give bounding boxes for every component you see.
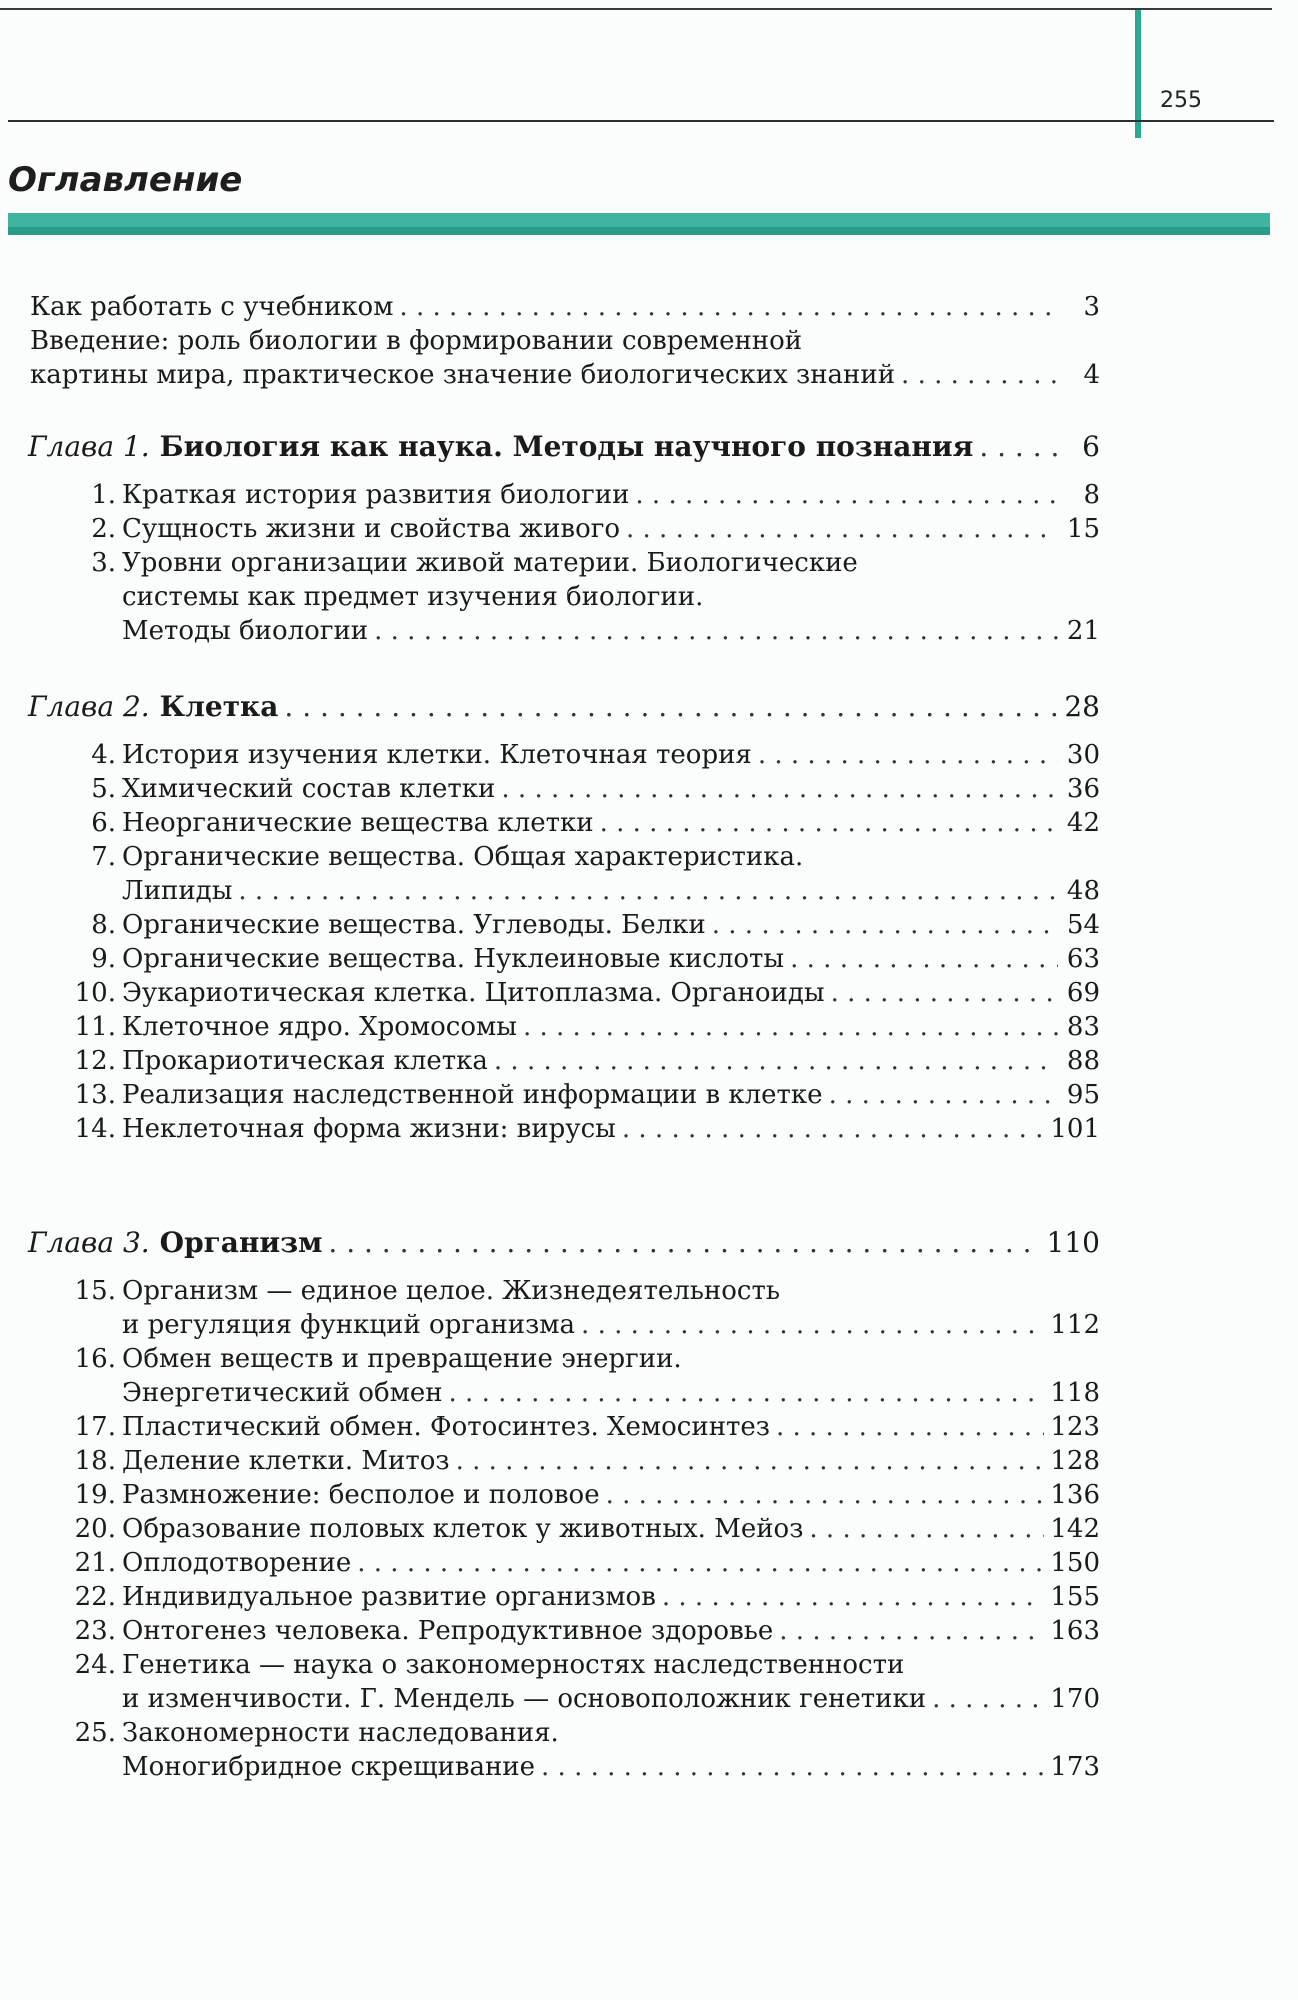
section-number: 24. [74,1650,116,1680]
dot-leader [979,430,1058,464]
dot-leader [600,806,1058,840]
section-title: Деление клетки. Митоз [122,1446,450,1476]
section-page: 142 [1050,1514,1100,1544]
dot-leader [932,1682,1044,1716]
toc-title: Оглавление [8,160,243,200]
top-rule [0,8,1272,10]
toc-section[interactable] [70,874,1100,908]
section-page: 112 [1050,1310,1100,1340]
section-page: 21 [1066,616,1100,646]
section-title: Органические вещества. Углеводы. Белки [122,910,706,940]
toc-section[interactable] [70,1410,1100,1444]
toc-section[interactable] [70,1274,1100,1308]
toc-section[interactable] [70,546,1100,580]
section-title: Образование половых клеток у животных. Мейоз [122,1514,804,1544]
section-title: Органические вещества. Нуклеиновые кислоты [122,944,785,974]
section-page: 63 [1066,944,1100,974]
section-title: Закономерности наследования. [122,1718,559,1748]
toc-section[interactable] [70,1512,1100,1546]
dot-leader [374,614,1058,648]
section-title: Краткая история развития биологии [122,480,630,510]
section-title: Размножение: бесполое и половое [122,1480,600,1510]
section-number: 16. [74,1344,116,1374]
section-title: Уровни организации живой материи. Биологические [122,548,858,578]
toc-section[interactable] [70,1112,1100,1146]
section-title: Пластический обмен. Фотосинтез. Хемосинтез [122,1412,770,1442]
chapter-title: Биология как наука. Методы научного познания [159,430,974,463]
dot-leader [581,1308,1044,1342]
toc-entry-intro[interactable] [30,358,1100,392]
toc-section[interactable] [70,942,1100,976]
toc-section[interactable] [70,1342,1100,1376]
section-number: 8. [91,910,116,940]
dot-leader [449,1376,1045,1410]
toc-section[interactable] [70,806,1100,840]
section-title: Генетика — наука о закономерностях наследственности [122,1650,905,1680]
toc-section[interactable] [70,512,1100,546]
section-title: Индивидуальное развитие организмов [122,1582,656,1612]
section-title: Реализация наследственной информации в клетке [122,1080,823,1110]
entry-text: картины мира, практическое значение биологических знаний [30,360,896,390]
section-page: 128 [1050,1446,1100,1476]
section-number: 15. [74,1276,116,1306]
section-page: 8 [1083,480,1100,510]
section-title: Клеточное ядро. Хромосомы [122,1012,517,1042]
section-number: 14. [74,1114,116,1144]
section-title: Моногибридное скрещивание [122,1752,536,1782]
section-page: 48 [1066,876,1100,906]
section-page: 42 [1066,808,1100,838]
toc-section[interactable] [70,1716,1100,1750]
dot-leader [357,1546,1044,1580]
dot-leader [829,1078,1058,1112]
section-page: 54 [1066,910,1100,940]
section-title: Прокариотическая клетка [122,1046,488,1076]
section-page: 123 [1050,1412,1100,1442]
section-title: Онтогенез человека. Репродуктивное здоровье [122,1616,774,1646]
section-title: История изучения клетки. Клеточная теория [122,740,752,770]
toc-section[interactable] [70,1376,1100,1410]
section-title: Неорганические вещества клетки [122,808,594,838]
chapter-page: 110 [1046,1226,1100,1259]
dot-leader [901,358,1058,392]
toc-entry-intro[interactable] [30,290,1100,324]
section-title: Эукариотическая клетка. Цитоплазма. Органоиды [122,978,825,1008]
toc-section[interactable] [70,908,1100,942]
dot-leader [712,908,1058,942]
toc-section[interactable] [70,738,1100,772]
section-number: 5. [91,774,116,804]
toc-section[interactable] [70,1580,1100,1614]
toc-section[interactable] [70,772,1100,806]
toc-section[interactable] [70,478,1100,512]
section-title: Энергетический обмен [122,1378,443,1408]
entry-page: 3 [1083,292,1100,322]
section-page: 69 [1066,978,1100,1008]
section-number: 19. [74,1480,116,1510]
chapter-title: Клетка [159,690,279,723]
section-title: и регуляция функций организма [122,1310,576,1340]
dot-leader [523,1010,1058,1044]
section-title: Химический состав клетки [122,774,496,804]
entry-text: Введение: роль биологии в формировании современной [30,326,803,356]
dot-leader [635,478,1058,512]
section-number: 22. [74,1582,116,1612]
section-title: системы как предмет изучения биологии. [122,582,704,612]
section-page: 36 [1066,774,1100,804]
page-marker-bar [1135,10,1141,138]
section-number: 7. [91,842,116,872]
toc-section[interactable] [70,1044,1100,1078]
entry-page: 4 [1083,360,1100,390]
toc-section[interactable] [70,1010,1100,1044]
toc-section[interactable] [70,1444,1100,1478]
section-page: 173 [1050,1752,1100,1782]
dot-leader [284,690,1058,724]
dot-leader [809,1512,1044,1546]
section-title: Неклеточная форма жизни: вирусы [122,1114,616,1144]
toc-section[interactable] [70,580,1100,614]
section-title: Сущность жизни и свойства живого [122,514,620,544]
section-page: 30 [1066,740,1100,770]
toc-section[interactable] [70,1308,1100,1342]
section-title: Методы биологии [122,616,369,646]
dot-leader [626,512,1058,546]
page-number: 255 [1160,88,1202,113]
section-page: 95 [1066,1080,1100,1110]
section-title: Оплодотворение [122,1548,352,1578]
toc-section[interactable] [70,1478,1100,1512]
dot-leader [790,942,1058,976]
dot-leader [494,1044,1058,1078]
dot-leader [662,1580,1045,1614]
entry-text: Как работать с учебником [30,292,394,322]
toc-section[interactable] [70,840,1100,874]
section-number: 23. [74,1616,116,1646]
section-number: 25. [74,1718,116,1748]
toc-chapter[interactable] [28,430,1100,464]
section-number: 9. [91,944,116,974]
section-number: 1. [91,480,116,510]
section-page: 118 [1050,1378,1100,1408]
toc-section[interactable] [70,976,1100,1010]
section-number: 12. [74,1046,116,1076]
section-page: 83 [1066,1012,1100,1042]
section-number: 17. [74,1412,116,1442]
toc-entry-intro[interactable] [30,324,1100,358]
dot-leader [541,1750,1044,1784]
title-band-shadow [8,227,1270,235]
section-title: и изменчивости. Г. Мендель — основоположник генетики [122,1684,927,1714]
section-number: 18. [74,1446,116,1476]
section-page: 163 [1050,1616,1100,1646]
toc-section[interactable] [70,1614,1100,1648]
section-number: 4. [91,740,116,770]
header-rule [8,120,1274,122]
toc-section[interactable] [70,1682,1100,1716]
section-title: Липиды [122,876,233,906]
dot-leader [776,1410,1044,1444]
dot-leader [328,1226,1040,1260]
section-number: 10. [74,978,116,1008]
chapter-title: Организм [159,1226,323,1259]
toc-section[interactable] [70,1750,1100,1784]
toc-section[interactable] [70,1078,1100,1112]
dot-leader [399,290,1058,324]
dot-leader [238,874,1058,908]
chapter-page: 28 [1064,690,1100,723]
section-page: 15 [1066,514,1100,544]
section-number: 6. [91,808,116,838]
section-page: 155 [1050,1582,1100,1612]
chapter-label: Глава 2. [28,690,150,723]
section-number: 11. [74,1012,116,1042]
dot-leader [831,976,1058,1010]
toc-section[interactable] [70,1546,1100,1580]
section-number: 3. [91,548,116,578]
chapter-page: 6 [1082,430,1100,463]
section-title: Обмен веществ и превращение энергии. [122,1344,682,1374]
section-number: 13. [74,1080,116,1110]
dot-leader [779,1614,1044,1648]
toc-section[interactable] [70,614,1100,648]
section-page: 136 [1050,1480,1100,1510]
chapter-label: Глава 1. [28,430,150,463]
toc-section[interactable] [70,1648,1100,1682]
dot-leader [501,772,1058,806]
section-number: 2. [91,514,116,544]
dot-leader [606,1478,1045,1512]
toc-chapter[interactable] [28,690,1100,724]
section-page: 101 [1050,1114,1100,1144]
section-title: Органические вещества. Общая характеристика. [122,842,804,872]
section-page: 150 [1050,1548,1100,1578]
dot-leader [758,738,1058,772]
section-title: Организм — единое целое. Жизнедеятельность [122,1276,780,1306]
section-page: 88 [1066,1046,1100,1076]
dot-leader [622,1112,1045,1146]
toc-chapter[interactable] [28,1226,1100,1260]
dot-leader [456,1444,1045,1478]
section-number: 21. [74,1548,116,1578]
section-number: 20. [74,1514,116,1544]
section-page: 170 [1050,1684,1100,1714]
chapter-label: Глава 3. [28,1226,150,1259]
